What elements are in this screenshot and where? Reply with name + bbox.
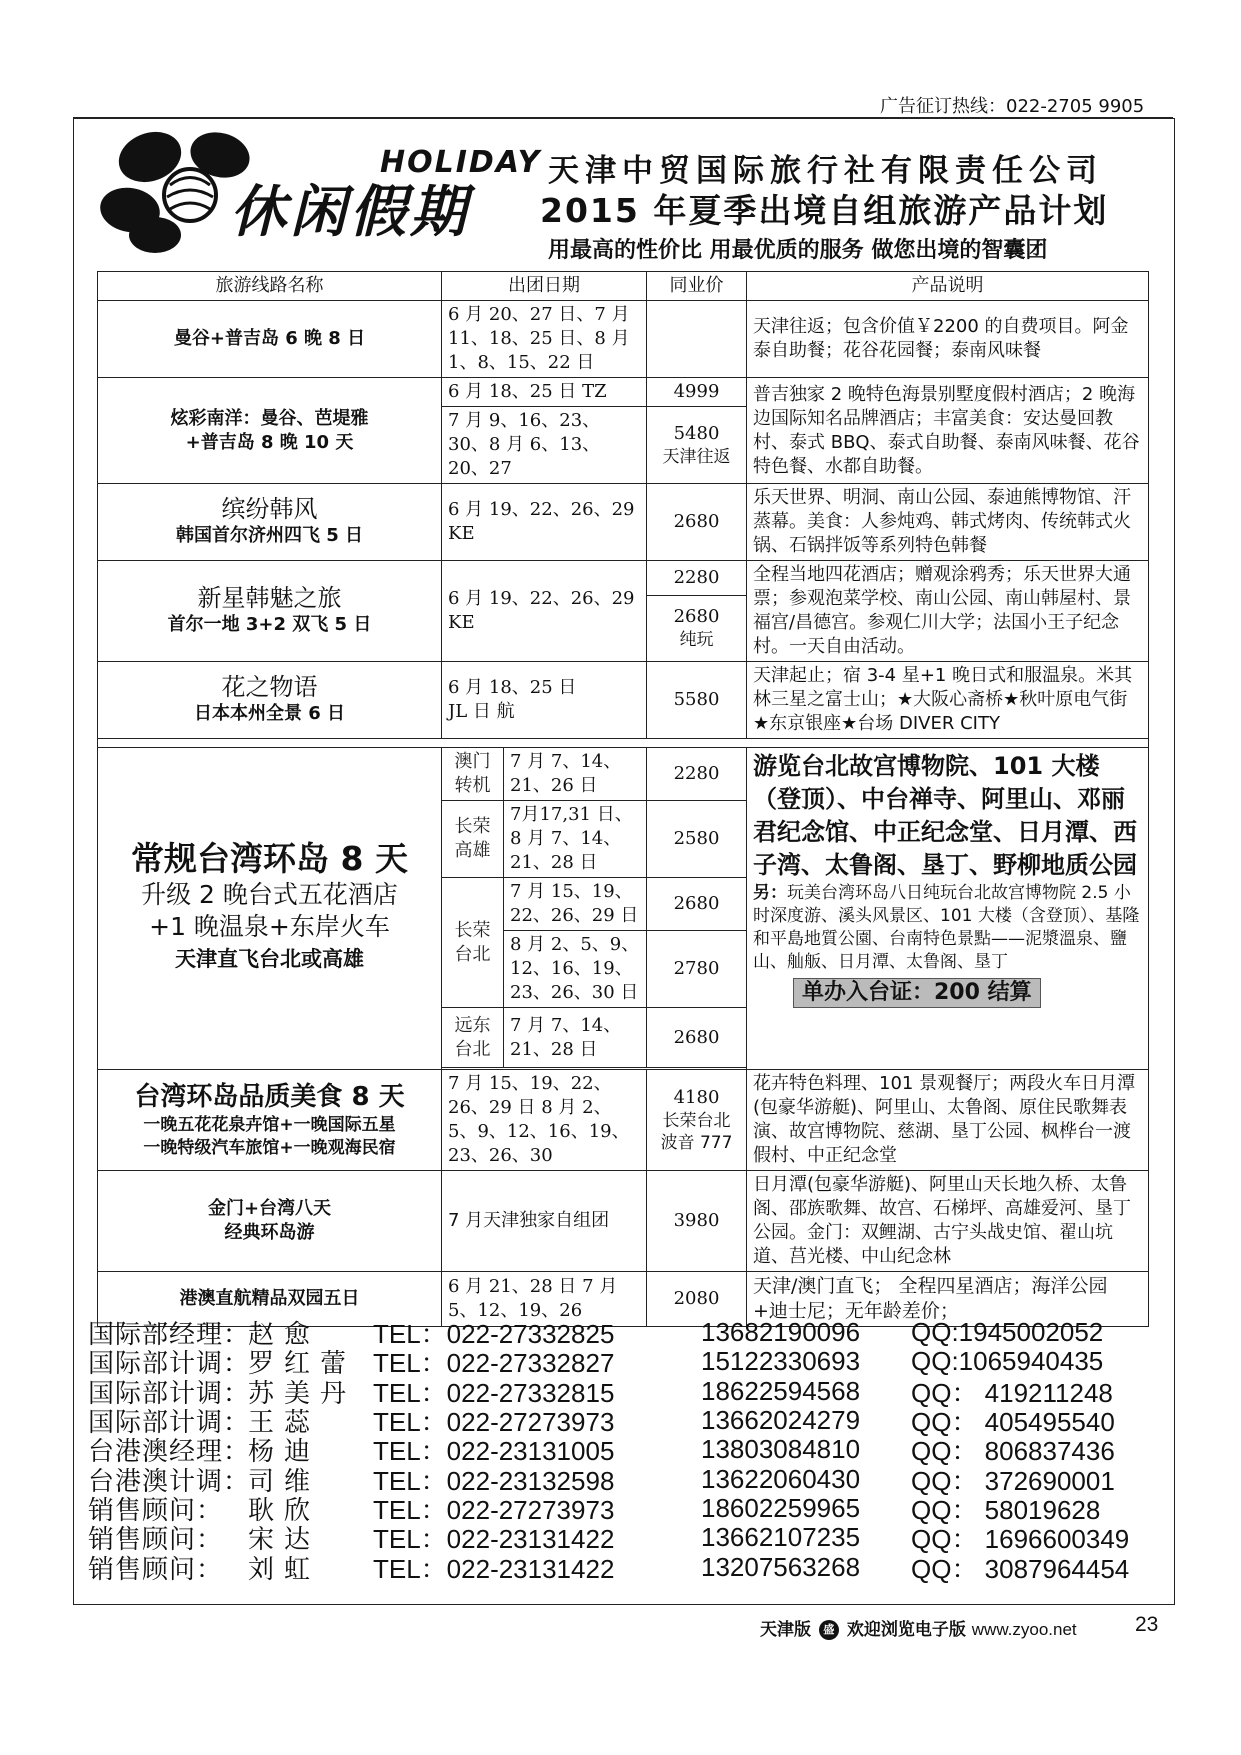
logo-chinese-text: 休闲假期: [230, 179, 470, 245]
route-name-line3: 一晚特级汽车旅馆+一晚观海民宿: [143, 1138, 396, 1158]
desc-highlight: 游览台北故宫博物院、101 大楼（登顶）、中台禅寺、阿里山、邓丽君纪念馆、中正纪念堂、日月潭、西子湾、太鲁阁、垦丁、野柳地质公园: [753, 752, 1137, 879]
magazine-badge-icon: 盛: [819, 1620, 839, 1640]
contact-qq: QQ： 3087964454: [911, 1553, 1130, 1584]
contact-role: 台港澳计调：: [88, 1465, 251, 1496]
price-note: 天津往返: [662, 447, 731, 467]
route-dates: 7 月 15、19、22、26、29 日 8 月 2、5、9、12、16、19、23、26、30: [442, 1070, 647, 1171]
col-dates-header: 出团日期: [442, 272, 647, 301]
contact-name: 耿欣: [248, 1494, 321, 1525]
route-name-line2: 经典环岛游: [224, 1222, 315, 1243]
top-rule: [73, 117, 1173, 119]
contact-tel: TEL：022-27332815: [373, 1377, 615, 1408]
route-name: [98, 378, 442, 484]
contact-name: 杨迪: [248, 1436, 321, 1467]
visa-badge: 单办入台证：200 结算: [793, 978, 1041, 1008]
route-dates: [442, 662, 647, 739]
contact-mobile: 13803084810: [701, 1434, 861, 1465]
contact-role: 国际部计调：: [88, 1407, 251, 1438]
page-number: 23: [1135, 1613, 1159, 1636]
contact-role: 国际部计调：: [88, 1377, 251, 1408]
contact-name: 王蕊: [248, 1407, 321, 1438]
route-name-line2: 一晚五花花泉卉馆+一晚国际五星: [143, 1115, 396, 1135]
divider-cell: [98, 739, 1149, 748]
welcome-text: 欢迎浏览电子版: [846, 1620, 966, 1640]
website-link[interactable]: www.zyoo.net: [971, 1620, 1077, 1639]
route-price: 3980: [647, 1171, 747, 1272]
contact-qq: QQ： 58019628: [911, 1494, 1101, 1525]
contact-role: 国际部计调：: [88, 1348, 251, 1379]
contact-name: 赵愈: [248, 1319, 321, 1350]
contact-qq: QQ： 1696600349: [911, 1524, 1130, 1555]
route-name-line1: 金门+台湾八天: [207, 1198, 332, 1219]
contact-qq: QQ： 405495540: [911, 1407, 1115, 1438]
contact-tel: TEL：022-27273973: [373, 1494, 615, 1525]
route-desc: 天津往返；包含价值￥2200 的自费项目。阿金泰自助餐；花谷花园餐；泰南风味餐: [747, 301, 1149, 378]
route-dates: 7 月 9、16、23、30、8 月 6、13、20、27: [442, 407, 647, 484]
table-row: [98, 1070, 1149, 1171]
route-dates: 7 月 7、14、21、26 日: [504, 748, 647, 801]
route-desc: [747, 748, 1149, 1070]
route-dates: 7 月 7、14、21、28 日: [504, 1008, 647, 1068]
route-price: 5580: [647, 662, 747, 739]
contact-qq: QQ:1945002052: [911, 1317, 1104, 1348]
table-row: [98, 662, 1149, 739]
logo-holiday-text: HOLIDAY: [380, 145, 542, 180]
route-desc: 普吉独家 2 晚特色海景别墅度假村酒店；2 晚海边国际知名品牌酒店；丰富美食：安达曼回教村、泰式 BBQ、泰式自助餐、泰南风味餐、花谷特色餐、水都自助餐。: [747, 378, 1149, 484]
desc-extra-label: 另：: [753, 883, 787, 903]
route-name: [98, 1171, 442, 1272]
route-name-line2: 首尔一地 3+2 双飞 5 日: [167, 613, 372, 635]
contact-name: 司维: [248, 1465, 321, 1496]
contact-role: 销售顾问：: [88, 1553, 224, 1584]
route-name-line1: 缤纷韩风: [221, 494, 318, 523]
price-note: 纯玩: [679, 630, 714, 651]
route-airline: 长荣台北: [442, 878, 504, 1008]
contact-qq: QQ： 806837436: [911, 1436, 1115, 1467]
route-dates: 6 月 18、25 日 TZ: [442, 378, 647, 407]
route-dates: 7 月天津独家自组团: [442, 1171, 647, 1272]
route-name-line1: 台湾环岛品质美食 8 天: [134, 1082, 405, 1112]
route-dates: [442, 484, 647, 561]
tour-table: [97, 271, 1149, 1327]
table-row: [98, 301, 1149, 378]
table-row: [98, 748, 1149, 801]
route-dates: 7 月 15、19、22、26、29 日: [504, 878, 647, 931]
route-price: 2080: [647, 1272, 747, 1327]
route-desc: 全程当地四花酒店；赠观涂鸦秀；乐天世界大通票；参观泡菜学校、南山公园、南山韩屋村、景福宫/昌德宫。参观仁川大学；法国小王子纪念村。一天自由活动。: [747, 561, 1149, 662]
contact-mobile: 13682190096: [701, 1317, 861, 1348]
col-route-header: 旅游线路名称: [98, 272, 442, 301]
contact-tel: TEL：022-23132598: [373, 1465, 615, 1496]
route-name-line2: 日本本州全景 6 日: [193, 702, 346, 724]
contact-qq: QQ:1065940435: [911, 1346, 1104, 1377]
table-row: [98, 1171, 1149, 1272]
contact-name: 刘虹: [248, 1553, 321, 1584]
route-dates: [442, 561, 647, 662]
price-value: 4180: [673, 1087, 720, 1108]
route-price: [647, 407, 747, 484]
route-dates: 8 月 2、5、9、12、16、19、23、26、30 日: [504, 931, 647, 1008]
desc-extra: [753, 882, 1142, 974]
airline-code: KE: [448, 612, 475, 633]
route-name-line3: +1 晚温泉+东岸火车: [149, 911, 390, 941]
contact-name: 宋达: [248, 1524, 321, 1555]
route-name: [98, 748, 442, 1070]
route-name-line1: 常规台湾环岛 8 天: [131, 838, 408, 878]
route-desc: 天津起止；宿 3-4 星+1 晚日式和服温泉。米其林三星之富士山；★大阪心斋桥★秋叶原电气街★东京银座★台场 DIVER CITY: [747, 662, 1149, 739]
route-dates: 6 月 21、28 日 7 月 5、12、19、26: [442, 1272, 647, 1327]
contact-mobile: 15122330693: [701, 1346, 861, 1377]
route-name: [98, 484, 442, 561]
route-price: 2680: [647, 484, 747, 561]
contact-role: 国际部经理：: [88, 1319, 251, 1350]
contact-tel: TEL：022-27273973: [373, 1407, 615, 1438]
contact-mobile: 18622594568: [701, 1375, 861, 1406]
route-price: 2680: [647, 878, 747, 931]
route-dates: 7月17,31 日、8 月 7、14、21、28 日: [504, 801, 647, 878]
edition-label: 天津版: [760, 1620, 811, 1640]
price-note: 长荣台北: [662, 1111, 731, 1131]
contact-tel: TEL：022-23131422: [373, 1524, 615, 1555]
col-desc-header: 产品说明: [747, 272, 1149, 301]
route-name-line1: 花之物语: [221, 672, 318, 701]
route-name-line2: 韩国首尔济州四飞 5 日: [175, 524, 364, 546]
route-name: [98, 662, 442, 739]
contact-tel: TEL：022-27332827: [373, 1348, 615, 1379]
route-desc: 花卉特色料理、101 景观餐厅；两段火车日月潭(包豪华游艇)、阿里山、太鲁阁、原住民歌舞表演、故宫博物院、慈湖、垦丁公园、枫桦台一渡假村、中正纪念堂: [747, 1070, 1149, 1171]
slogan: 用最高的性价比 用最优质的服务 做您出境的智囊团: [548, 238, 1048, 263]
company-name: 天津中贸国际旅行社有限责任公司: [548, 153, 1103, 189]
route-name-line2: +普吉岛 8 晚 10 天: [185, 431, 354, 453]
route-desc: 天津/澳门直飞； 全程四星酒店；海洋公园+迪士尼；无年龄差价；: [747, 1272, 1149, 1327]
contact-name: 罗红蕾: [248, 1348, 357, 1379]
route-price: 4999: [647, 378, 747, 407]
contact-mobile: 13662107235: [701, 1522, 861, 1553]
route-name-line4: 天津直飞台北或高雄: [175, 946, 364, 971]
route-price: 2280: [647, 748, 747, 801]
route-price: [647, 301, 747, 378]
price-value: 2680: [673, 606, 720, 628]
contact-role: 台港澳经理：: [88, 1436, 251, 1467]
contact-qq: QQ： 419211248: [911, 1377, 1113, 1408]
contact-tel: TEL：022-27332825: [373, 1319, 615, 1350]
contact-mobile: 18602259965: [701, 1492, 861, 1523]
route-name: 港澳直航精品双园五日: [98, 1272, 442, 1327]
table-row: [98, 378, 1149, 407]
route-airline: 长荣高雄: [442, 801, 504, 878]
price-value: 5480: [673, 423, 720, 444]
contact-row: [88, 1551, 1168, 1584]
table-row: [98, 561, 1149, 596]
contact-list: [88, 1318, 1168, 1582]
table-header-row: [98, 272, 1149, 301]
contact-role: 销售顾问：: [88, 1524, 224, 1555]
price-note: 波音 777: [660, 1133, 733, 1153]
route-price: [647, 595, 747, 661]
section-divider: [98, 739, 1149, 748]
ad-hotline: 广告征订热线：022-2705 9905: [880, 96, 1145, 117]
route-name: [98, 1070, 442, 1171]
contact-qq: QQ： 372690001: [911, 1465, 1115, 1496]
dates-text: 6 月 19、22、26、29: [448, 499, 635, 520]
contact-tel: TEL：022-23131005: [373, 1436, 615, 1467]
contact-name: 苏美丹: [248, 1377, 357, 1408]
route-dates: 6 月 20、27 日、7 月 11、18、25 日、8 月 1、8、15、22 日: [442, 301, 647, 378]
airline-code: JL 日 航: [448, 701, 515, 722]
route-airline: 远东台北: [442, 1008, 504, 1068]
route-price: 2280: [647, 561, 747, 596]
route-price: 2580: [647, 801, 747, 878]
route-name-line1: 炫彩南洋：曼谷、芭堤雅: [170, 407, 369, 429]
contact-tel: TEL：022-23131422: [373, 1553, 615, 1584]
dates-text: 6 月 18、25 日: [448, 677, 577, 698]
contact-mobile: 13207563268: [701, 1551, 861, 1582]
route-name-line1: 新星韩魅之旅: [197, 583, 342, 612]
route-name-line2: 升级 2 晚台式五花酒店: [141, 879, 398, 909]
route-name: [98, 561, 442, 662]
footer: [760, 1615, 1077, 1640]
col-price-header: 同业价: [647, 272, 747, 301]
contact-mobile: 13662024279: [701, 1405, 861, 1436]
contact-role: 销售顾问：: [88, 1494, 224, 1525]
table-row: [98, 484, 1149, 561]
route-price: 2780: [647, 931, 747, 1008]
dates-text: 6 月 19、22、26、29: [448, 588, 635, 609]
route-airline: 澳门转机: [442, 748, 504, 801]
route-price: 2680: [647, 1008, 747, 1068]
route-desc: 乐天世界、明洞、南山公园、泰迪熊博物馆、汗蒸幕。美食：人参炖鸡、韩式烤肉、传统韩式火锅、石锅拌饭等系列特色韩餐: [747, 484, 1149, 561]
route-name: 曼谷+普吉岛 6 晚 8 日: [98, 301, 442, 378]
route-desc: 日月潭(包豪华游艇)、阿里山天长地久桥、太鲁阁、邵族歌舞、故宫、石梯坪、高雄爱河、垦丁公园。金门：双鲤湖、古宁头战史馆、翟山坑道、莒光楼、中山纪念林: [747, 1171, 1149, 1272]
route-price: [647, 1070, 747, 1171]
airline-code: KE: [448, 523, 475, 544]
desc-extra-text: 玩美台湾环岛八日纯玩台北故宫博物院 2.5 小时深度游、溪头风景区、101 大楼（含登顶）、基隆和平島地質公園、台南特色景點——泥漿溫泉、鹽山、舢舨、日月潭、太鲁阁、垦丁: [753, 883, 1140, 972]
contact-mobile: 13622060430: [701, 1463, 861, 1494]
plan-title: 2015 年夏季出境自组旅游产品计划: [540, 191, 1109, 230]
